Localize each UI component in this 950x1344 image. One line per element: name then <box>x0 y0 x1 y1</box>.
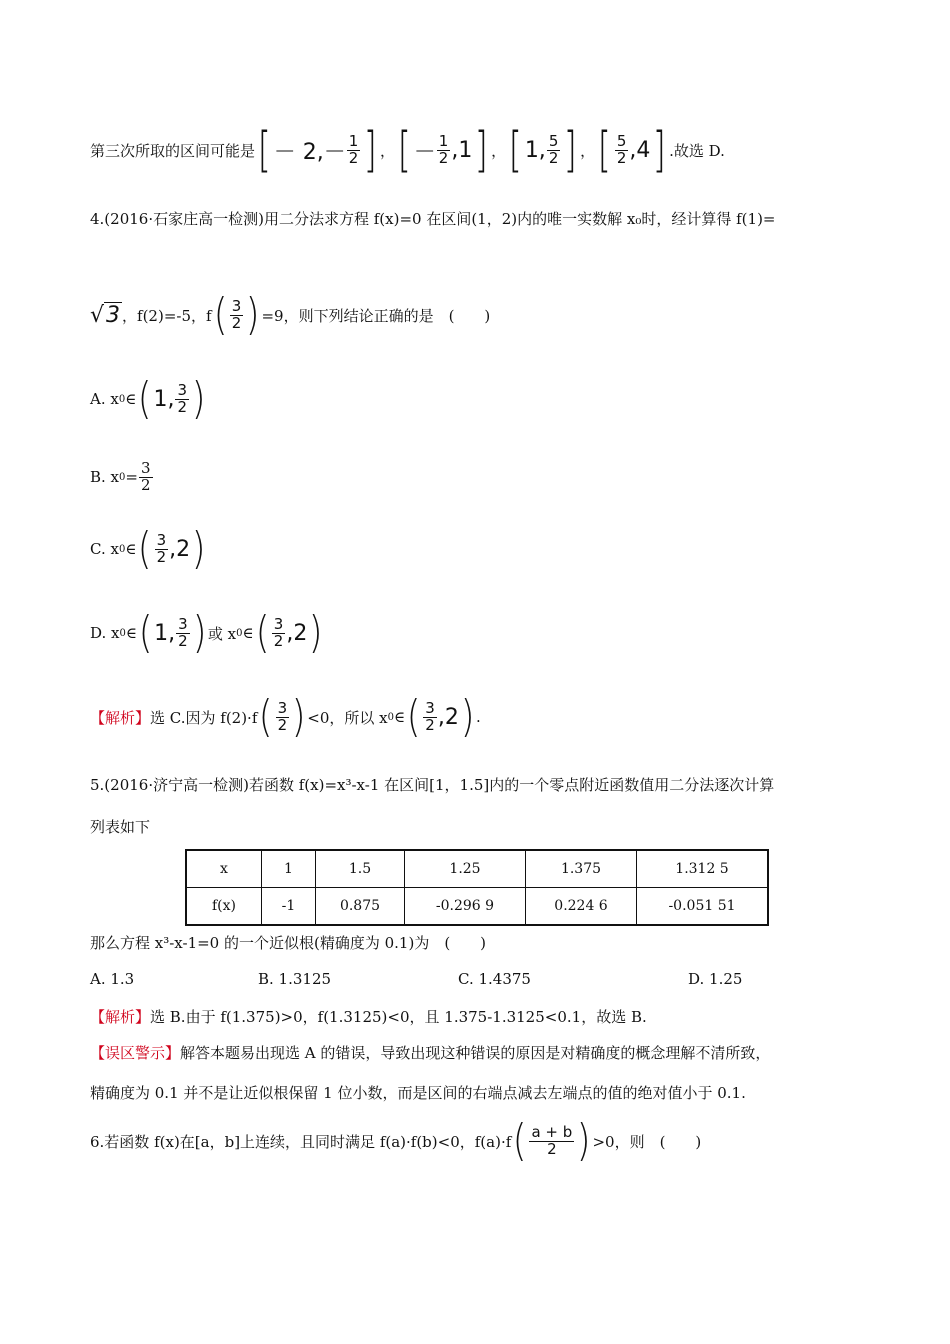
bisection-table <box>185 849 769 926</box>
interval-4: [ $\frac{5}{2}$ , 4 ] <box>597 122 667 178</box>
q5-answer: 【解析】 选 B.由于 f(1.375)>0，f(1.3125)<0，且 1.375-1.3125<0.1，故选 B. <box>90 1008 647 1026</box>
q6-stem: 6.若函数 f(x)在[a，b]上连续，且同时满足 f(a)·f(b)<0，f(a)·f ( $\frac{a + b}{2}$ ) >0，则 ( ) <box>90 1115 702 1166</box>
interval-2: [ － $\frac{1}{2}$ , 1 ] <box>397 122 489 178</box>
option-b: B. 1.3125 <box>258 970 332 988</box>
interval-1: [ － 2,－ $\frac{1}{2}$ ] <box>257 122 378 178</box>
interval-3: [ 1, $\frac{5}{2}$ ] <box>508 122 578 178</box>
table-row: x 1 1.5 1.25 1.375 1.312 5 <box>186 850 768 888</box>
q3-text: 第三次所取的区间可能是 <box>90 141 256 160</box>
q5-options <box>90 970 742 988</box>
answer-tag: 【解析】 <box>90 1008 151 1026</box>
option-a: A. 1.3 <box>90 970 135 988</box>
option-d: D. 1.25 <box>688 970 743 988</box>
option-c: C. 1.4375 <box>458 970 531 988</box>
q3-answer-line: 第三次所取的区间可能是 [ － 2,－ $\frac{1}{2}$ ] ， [ － $\frac{1}{2}$ , 1 ] ， [ 1, $\frac{5}{2}$ ] ， [ $\frac{5}{2}$ , 4 ] .故选 D. <box>90 122 725 178</box>
q3-ending: .故选 D. <box>669 141 725 160</box>
table-row: f(x) -1 0.875 -0.296 9 0.224 6 -0.051 51 <box>186 888 768 926</box>
q4-option-c: C. x 0 ∈ ( $\frac{3}{2}$ , 2 ) <box>90 523 206 574</box>
sqrt-3: √ 3 <box>90 303 121 328</box>
q4-answer: 【解析】 选 C.因为 f(2)·f ( $\frac{3}{2}$ ) <0，所以 x 0 ∈ ( $\frac{3}{2}$ , 2 ) . <box>90 691 481 742</box>
warning-tag: 【误区警示】 <box>90 1044 181 1062</box>
q5-stem-line2: 列表如下 <box>90 818 151 836</box>
q4-stem-line2: √ 3 ，f(2)=-5，f ( $\frac{3}{2}$ ) =9，则下列结论正确的是 ( ) <box>90 289 491 340</box>
answer-tag: 【解析】 <box>90 708 151 727</box>
q5-warning-line1: 【误区警示】 解答本题易出现选 A 的错误，导致出现这种错误的原因是对精确度的概念理解不清所致， <box>90 1044 771 1062</box>
q4-option-a: A. x 0 ∈ ( 1 , $\frac{3}{2}$ ) <box>90 373 206 424</box>
q5-stem-line1: 5.(2016·济宁高一检测)若函数 f(x)=x³-x-1 在区间[1，1.5]内的一个零点附近函数值用二分法逐次计算 <box>90 776 775 794</box>
q4-option-d: D. x 0 ∈ ( 1 , $\frac{3}{2}$ ) 或 x 0 ∈ ( $\frac{3}{2}$ , 2 ) <box>90 607 323 658</box>
q5-warning-line2: 精确度为 0.1 并不是让近似根保留 1 位小数，而是区间的右端点减去左端点的值的绝对值小于 0.1. <box>90 1084 746 1102</box>
q5-question: 那么方程 x³-x-1=0 的一个近似根(精确度为 0.1)为 ( ) <box>90 934 487 952</box>
q4-stem-line1: 4.(2016·石家庄高一检测)用二分法求方程 f(x)=0 在区间(1，2)内的唯一实数解 x₀时，经计算得 f(1)= <box>90 210 776 228</box>
q4-option-b: B. x 0 = $\frac{3}{2}$ <box>90 458 151 494</box>
